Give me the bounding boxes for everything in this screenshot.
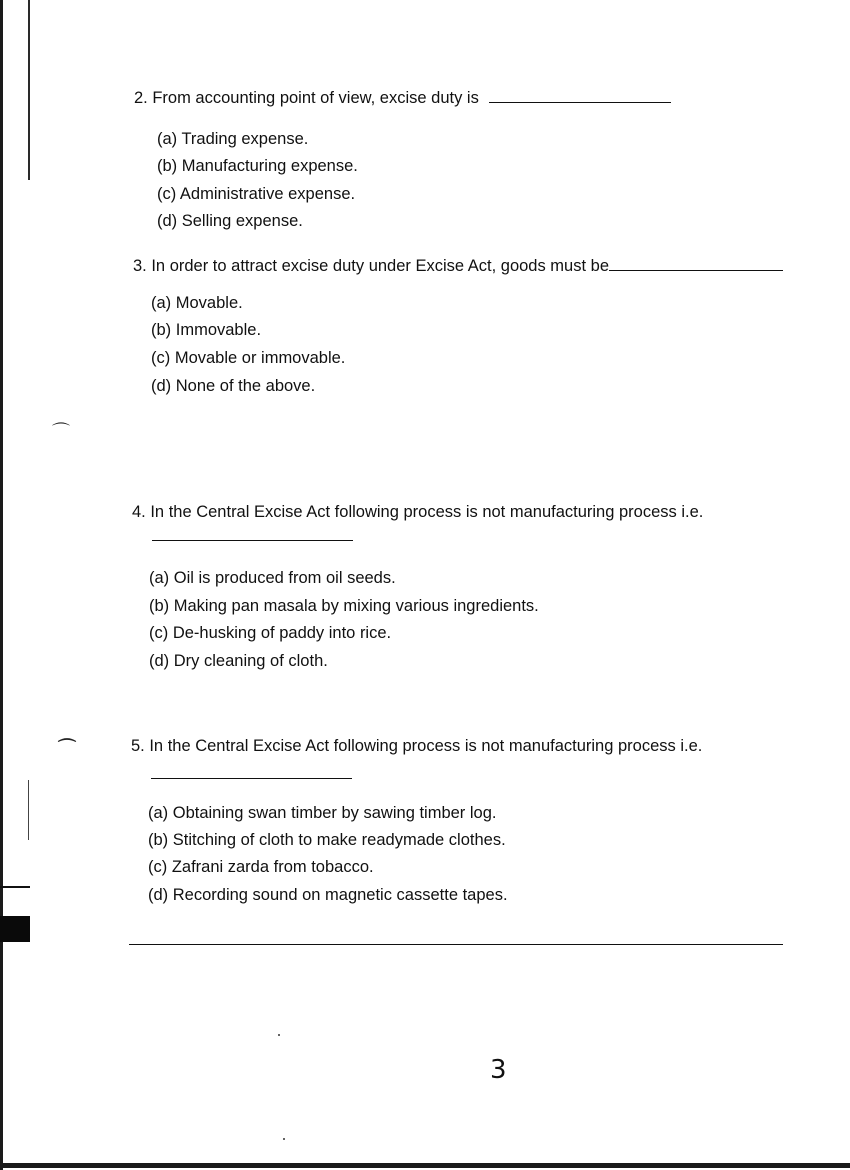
question-3-option-d: (d) None of the above. [151,377,316,395]
scan-edge-mark [28,780,29,840]
answer-blank [609,269,783,271]
question-5 [131,736,702,756]
question-4-option-a: (a) Oil is produced from oil seeds. [149,569,396,587]
page-number: 3 [490,1055,507,1085]
pencil-tick-mark: ⌒ [52,422,70,442]
scan-edge-left [0,0,3,1170]
section-divider [129,944,783,945]
question-3 [133,256,783,276]
answer-blank [152,540,353,541]
question-4-option-d: (d) Dry cleaning of cloth. [149,652,328,670]
question-4-option-b: (b) Making pan masala by mixing various ingredients. [149,597,539,615]
question-2-option-d: (d) Selling expense. [157,212,303,230]
question-4-stem: 4. In the Central Excise Act following process is not manufacturing process i.e. [132,503,704,521]
question-5-option-c: (c) Zafrani zarda from tobacco. [148,858,374,876]
scan-speck [278,1034,280,1036]
question-3-option-c: (c) Movable or immovable. [151,349,346,367]
answer-blank [489,101,671,103]
question-5-option-b: (b) Stitching of cloth to make readymade clothes. [148,831,506,849]
question-5-option-d: (d) Recording sound on magnetic cassette tapes. [148,886,508,904]
scan-speck [283,1138,285,1140]
question-3-stem: 3. In order to attract excise duty under Excise Act, goods must be [133,257,609,275]
question-3-option-b: (b) Immovable. [151,321,262,339]
question-3-option-a: (a) Movable. [151,294,243,312]
answer-blank [151,778,352,779]
pencil-tick-mark: ⌒ [58,738,76,758]
question-4 [132,502,703,522]
question-2-option-c: (c) Administrative expense. [157,185,356,203]
question-2-option-b: (b) Manufacturing expense. [157,157,358,175]
question-2 [134,88,671,108]
margin-line [0,886,30,888]
question-2-stem: 2. From accounting point of view, excise duty is [134,89,479,107]
scan-edge-bottom [0,1163,850,1168]
margin-block [0,916,30,942]
question-5-stem: 5. In the Central Excise Act following process is not manufacturing process i.e. [131,737,703,755]
scan-edge-mark [28,0,30,180]
question-2-option-a: (a) Trading expense. [157,130,309,148]
question-5-option-a: (a) Obtaining swan timber by sawing timber log. [148,804,497,822]
question-4-option-c: (c) De-husking of paddy into rice. [149,624,392,642]
